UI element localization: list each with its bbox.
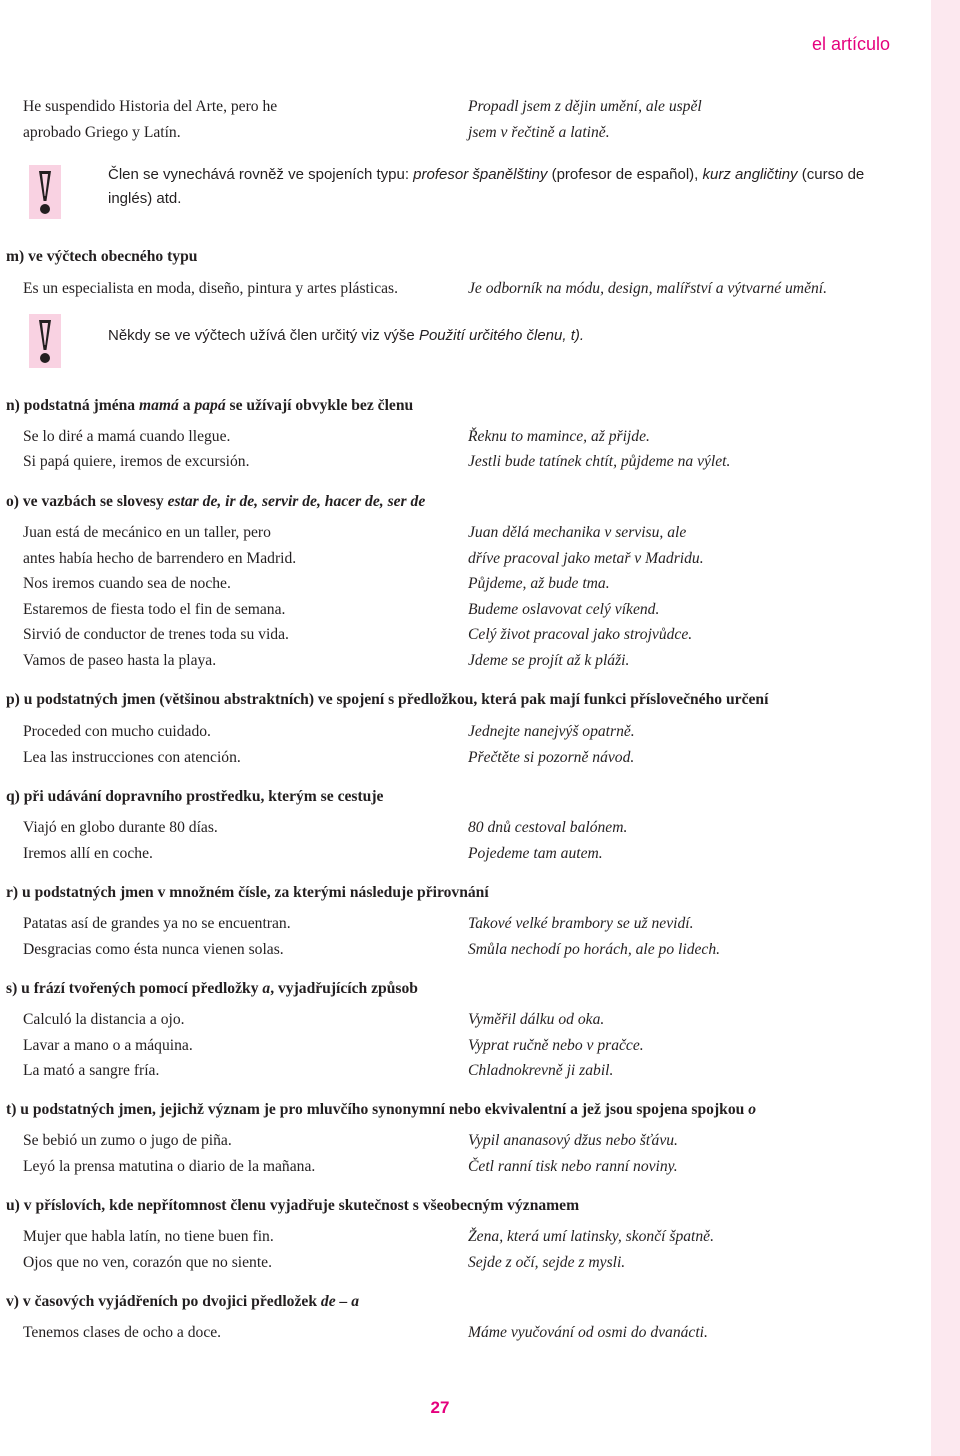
czech-translation: Je odborník na módu, design, malířství a výtvarné umění.: [468, 280, 828, 297]
rule-heading-o: o) ve vazbách se slovesy estar de, ir de, servir de, hacer de, ser de: [6, 493, 426, 510]
page-number: 27: [430, 1398, 450, 1417]
spanish-sentence: Vamos de paseo hasta la playa.: [23, 651, 217, 669]
czech-translation: Takové velké brambory se už nevidí.: [468, 915, 694, 932]
spanish-sentence: Nos iremos cuando sea de noche.: [23, 575, 231, 592]
side-margin-strip: [931, 0, 960, 1456]
section-label: el artículo: [811, 34, 890, 54]
czech-translation: Četl ranní tisk nebo ranní noviny.: [468, 1157, 678, 1175]
czech-translation: Vyměřil dálku od oka.: [468, 1011, 605, 1028]
spanish-sentence: La mató a sangre fría.: [23, 1062, 160, 1079]
spanish-sentence: Lea las instrucciones con atención.: [23, 748, 241, 766]
spanish-sentence: Si papá quiere, iremos de excursión.: [23, 453, 250, 470]
spanish-sentence: Leyó la prensa matutina o diario de la mañana.: [23, 1157, 316, 1175]
czech-translation: Budeme oslavovat celý víkend.: [468, 600, 660, 618]
czech-translation: Řeknu to mamince, až přijde.: [468, 428, 650, 445]
czech-translation: Pojedeme tam autem.: [468, 844, 603, 862]
spanish-sentence: Iremos allí en coche.: [23, 844, 153, 862]
spanish-sentence: Se lo diré a mamá cuando llegue.: [23, 428, 231, 445]
rule-heading-n: n) podstatná jména mamá a papá se užívají obvykle bez členu: [6, 397, 414, 414]
spanish-sentence: Sirvió de conductor de trenes toda su vida.: [23, 626, 289, 643]
spanish-sentence: He suspendido Historia del Arte, pero he aprobado Griego y Latín.: [23, 98, 278, 141]
spanish-sentence: Estaremos de fiesta todo el fin de semana.: [23, 600, 286, 618]
rule-heading-q: q) při udávání dopravního prostředku, kterým se cestuje: [6, 788, 384, 805]
czech-translation: Celý život pracoval jako strojvůdce.: [468, 626, 693, 643]
czech-translation: Propadl jsem z dějin umění, ale uspěl jsem v řečtině a latině.: [468, 98, 702, 141]
spanish-sentence: Ojos que no ven, corazón que no siente.: [23, 1253, 272, 1271]
czech-translation: 80 dnů cestoval balónem.: [468, 819, 628, 836]
czech-translation: Přečtěte si pozorně návod.: [468, 748, 635, 766]
rule-heading-p: p) u podstatných jmen (většinou abstraktních) ve spojení s předložkou, která pak mají funkci příslovečného určení: [6, 691, 769, 708]
rule-heading-t: t) u podstatných jmen, jejichž význam je pro mluvčího synonymní nebo ekvivalentní a jež jsou spojena spojkou o: [6, 1101, 756, 1118]
czech-translation: dříve pracoval jako metař v Madridu.: [468, 549, 704, 567]
czech-translation: Žena, která umí latinsky, skončí špatně.: [468, 1228, 714, 1245]
czech-translation: Jestli bude tatínek chtít, půjdeme na výlet.: [468, 453, 731, 470]
exclamation-icon: [29, 165, 61, 219]
note-box: Člen se vynechává rovněž ve spojeních typu: profesor španělštiny (profesor de español), kurz angličtiny (curso de inglés) atd.: [108, 166, 865, 207]
spanish-sentence: Proceded con mucho cuidado.: [23, 723, 211, 740]
note-box: Někdy se ve výčtech užívá člen určitý viz výše Použití určitého členu, t).: [108, 327, 585, 344]
czech-translation: Juan dělá mechanika v servisu, ale: [468, 524, 687, 541]
czech-translation: Smůla nechodí po horách, ale po lidech.: [468, 940, 721, 958]
czech-translation: Vyprat ručně nebo v pračce.: [468, 1036, 644, 1054]
czech-translation: Chladnokrevně ji zabil.: [468, 1062, 614, 1079]
czech-translation: Vypil ananasový džus nebo šťávu.: [468, 1132, 678, 1149]
czech-translation: Sejde z očí, sejde z mysli.: [468, 1253, 626, 1271]
czech-translation: Jednejte nanejvýš opatrně.: [468, 723, 635, 740]
czech-translation: Půjdeme, až bude tma.: [468, 575, 610, 592]
spanish-sentence: Calculó la distancia a ojo.: [23, 1011, 185, 1028]
spanish-sentence: Viajó en globo durante 80 días.: [23, 819, 218, 836]
spanish-sentence: Patatas así de grandes ya no se encuentran.: [23, 915, 291, 932]
spanish-sentence: Es un especialista en moda, diseño, pintura y artes plásticas.: [23, 280, 399, 297]
rule-heading-m: m) ve výčtech obecného typu: [6, 248, 198, 265]
spanish-sentence: Tenemos clases de ocho a doce.: [23, 1324, 222, 1341]
exclamation-icon: [29, 314, 61, 368]
rule-heading-u: u) v příslovích, kde nepřítomnost členu vyjadřuje skutečnost s všeobecným významem: [6, 1197, 580, 1214]
spanish-sentence: antes había hecho de barrendero en Madrid.: [23, 549, 297, 567]
rule-heading-v: v) v časových vyjádřeních po dvojici předložek de – a: [6, 1293, 359, 1310]
spanish-sentence: Lavar a mano o a máquina.: [23, 1036, 193, 1054]
spanish-sentence: Desgracias como ésta nunca vienen solas.: [23, 940, 284, 958]
spanish-sentence: Juan está de mecánico en un taller, pero: [23, 524, 271, 541]
czech-translation: Jdeme se projít až k pláži.: [468, 651, 630, 669]
spanish-sentence: Mujer que habla latín, no tiene buen fin.: [23, 1228, 274, 1245]
czech-translation: Máme vyučování od osmi do dvanácti.: [468, 1324, 708, 1341]
rule-heading-s: s) u frází tvořených pomocí předložky a, vyjadřujících způsob: [6, 980, 418, 997]
spanish-sentence: Se bebió un zumo o jugo de piña.: [23, 1132, 232, 1149]
rule-heading-r: r) u podstatných jmen v množném čísle, za kterými následuje přirovnání: [6, 884, 489, 901]
